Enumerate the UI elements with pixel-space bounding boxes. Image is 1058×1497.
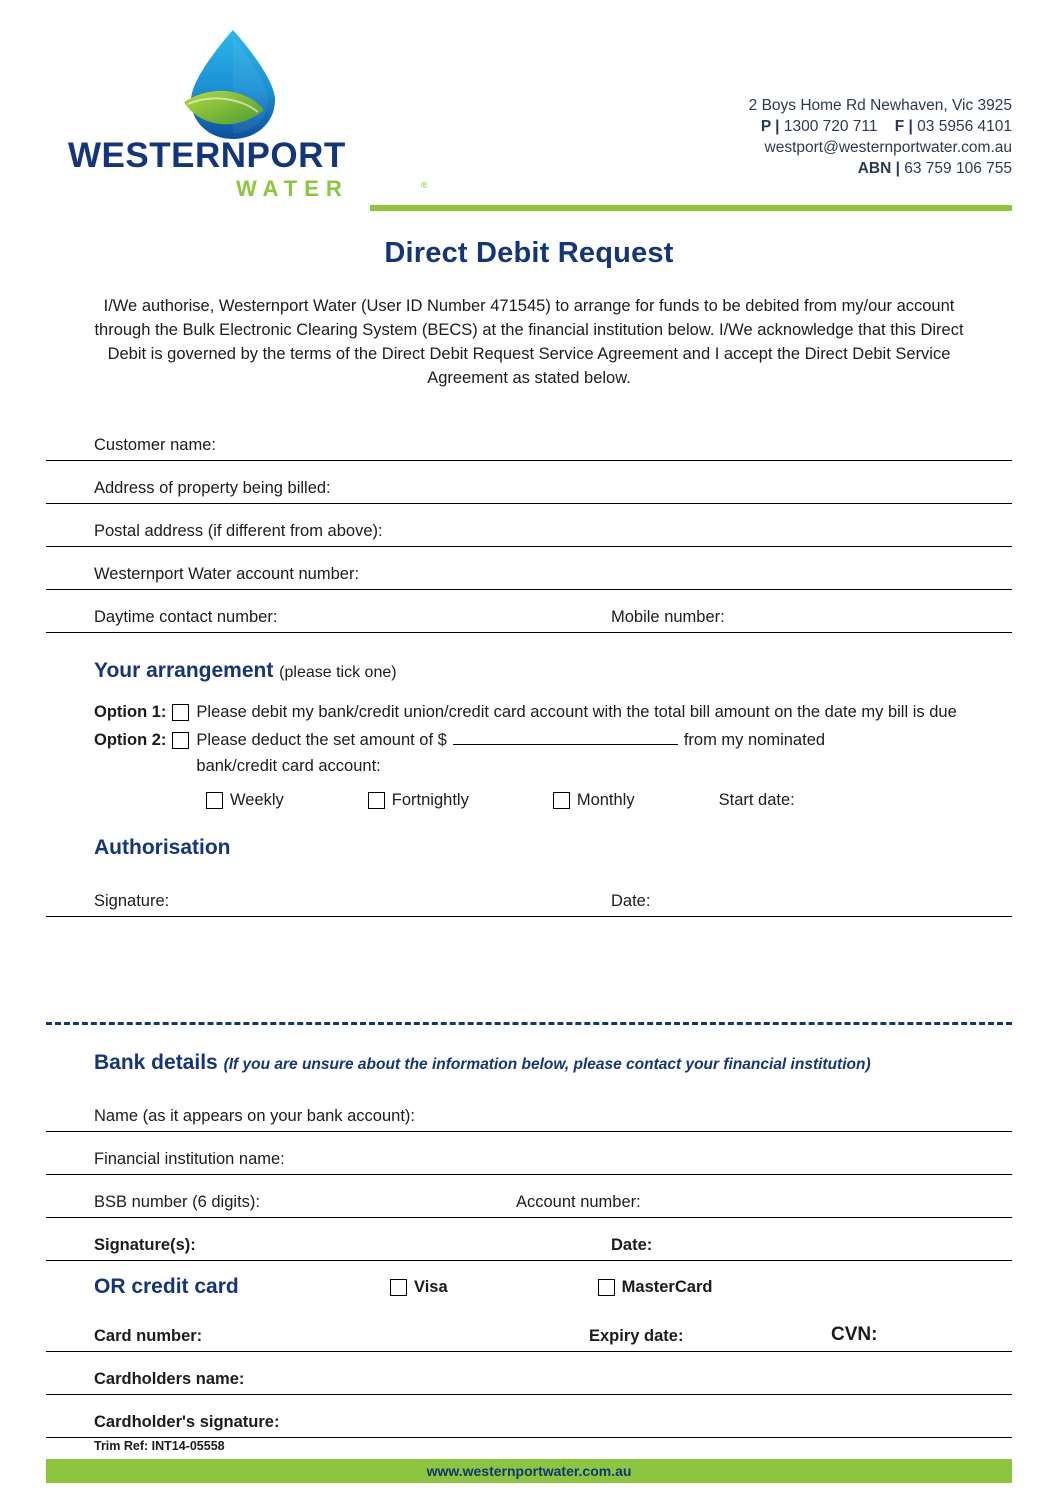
abn-number: 63 759 106 755 [904, 160, 1012, 177]
company-logo [68, 24, 428, 201]
trim-reference: Trim Ref: INT14-05558 [94, 1439, 225, 1453]
logo-trademark-symbol: ® [421, 180, 428, 190]
option-1-checkbox[interactable] [172, 704, 189, 721]
mastercard-checkbox[interactable] [598, 1279, 615, 1296]
field-signature[interactable] [46, 874, 1012, 917]
contact-address: 2 Boys Home Rd Newhaven, Vic 3925 [748, 97, 1012, 114]
field-cardholders-name[interactable] [46, 1352, 1012, 1395]
monthly-label: Monthly [576, 791, 635, 809]
bank-details-hint: (If you are unsure about the information below, please contact your financial institution) [223, 1056, 871, 1073]
bank-details-heading-text: Bank details [94, 1051, 218, 1074]
field-property-address[interactable] [46, 461, 1012, 504]
contact-abn-line [749, 158, 1012, 179]
fortnightly-label: Fortnightly [391, 791, 469, 809]
option-1-row[interactable] [94, 699, 1012, 725]
frequency-options [94, 791, 1012, 810]
field-customer-name[interactable] [46, 418, 1012, 461]
authorisation-heading-text: Authorisation [94, 836, 231, 859]
arrangement-heading-text: Your arrangement [94, 659, 274, 682]
header-green-divider [370, 205, 1012, 211]
credit-card-header-row [46, 1275, 1012, 1299]
option-2-checkbox[interactable] [172, 732, 189, 749]
frequency-monthly[interactable] [553, 791, 635, 810]
field-financial-institution[interactable] [46, 1132, 1012, 1175]
visa-checkbox[interactable] [390, 1279, 407, 1296]
contact-phone-line [749, 116, 1012, 137]
option-2-text-line2: bank/credit card account: [196, 757, 381, 775]
option-1-text: Please debit my bank/credit union/credit card account with the total bill amount on the date my bill is due [196, 703, 957, 721]
account-number-label: Account number: [516, 1193, 641, 1211]
visa-option[interactable] [390, 1278, 448, 1297]
field-label: Westernport Water account number: [94, 565, 360, 583]
phone-number: 1300 720 711 [783, 118, 878, 135]
field-card-number[interactable] [46, 1309, 1012, 1352]
frequency-weekly[interactable] [206, 791, 284, 810]
fortnightly-checkbox[interactable] [368, 792, 385, 809]
field-bank-signatures[interactable] [46, 1218, 1012, 1261]
field-label: Customer name: [94, 436, 216, 454]
start-date-label: Start date: [718, 791, 795, 809]
field-label: Cardholders name: [94, 1370, 245, 1388]
field-label: Postal address (if different from above): [94, 522, 383, 540]
logo-wordmark-secondary: WATER [236, 176, 349, 201]
mastercard-option[interactable] [598, 1278, 713, 1297]
footer-website-text: www.westernportwater.com.au [426, 1463, 632, 1479]
field-account-number[interactable] [46, 547, 1012, 590]
field-label: Address of property being billed: [94, 479, 331, 497]
field-label: Financial institution name: [94, 1150, 285, 1168]
page-title: Direct Debit Request [384, 237, 674, 269]
field-label-mobile: Mobile number: [611, 608, 725, 626]
field-contact-numbers[interactable] [46, 590, 1012, 633]
bank-date-label: Date: [611, 1236, 653, 1254]
abn-label: ABN | [857, 160, 900, 177]
card-number-label: Card number: [94, 1327, 203, 1345]
phone-label: P | [760, 118, 780, 135]
customer-fields-group [46, 418, 1012, 633]
weekly-checkbox[interactable] [206, 792, 223, 809]
logo-wordmark: WESTERNPORT [68, 136, 346, 175]
contact-details [749, 95, 1012, 179]
option-2-label: Option 2: [94, 731, 167, 749]
visa-label: Visa [414, 1277, 448, 1296]
contact-email: westport@westernportwater.com.au [764, 139, 1012, 156]
frequency-fortnightly[interactable] [368, 791, 469, 810]
field-label: Name (as it appears on your bank account): [94, 1107, 416, 1125]
field-label: Cardholder's signature: [94, 1413, 280, 1431]
option-2-text-after: from my nominated [683, 731, 826, 749]
expiry-date-label: Expiry date: [589, 1327, 684, 1345]
bsb-label: BSB number (6 digits): [94, 1193, 260, 1211]
section-heading-authorisation [46, 836, 1012, 860]
option-2-text-before: Please deduct the set amount of $ [196, 731, 447, 749]
intro-paragraph: I/We authorise, Westernport Water (User ID Number 471545) to arrange for funds to be debited from my/our account through the Bulk Electronic Clearing System (BECS) at the financial institution below. I/We acknowledge that this Direct Debit is governed by the terms of the Direct Debit Request Service Agreement and I accept the Direct Debit Service Agreement as stated below. [94, 297, 964, 387]
section-heading-arrangement [46, 659, 1012, 683]
bank-details-fields [46, 1089, 1012, 1261]
monthly-checkbox[interactable] [553, 792, 570, 809]
option-2-text [196, 727, 825, 779]
fax-label: F | [894, 118, 913, 135]
section-heading-bank-details [46, 1051, 1012, 1075]
weekly-label: Weekly [230, 791, 284, 809]
signature-label: Signature: [94, 892, 170, 910]
credit-card-heading: OR credit card [94, 1275, 239, 1298]
tear-off-divider [46, 1022, 1012, 1025]
droplet-leaf-icon [178, 28, 288, 143]
fax-number: 03 5956 4101 [917, 118, 1012, 135]
field-bsb-account[interactable] [46, 1175, 1012, 1218]
field-postal-address[interactable] [46, 504, 1012, 547]
option-2-row[interactable] [94, 727, 1012, 779]
cvn-label: CVN: [831, 1324, 878, 1345]
arrangement-hint: (please tick one) [279, 664, 397, 681]
signatures-label: Signature(s): [94, 1236, 196, 1254]
field-cardholder-signature[interactable] [46, 1395, 1012, 1438]
credit-card-fields [46, 1309, 1012, 1438]
date-label: Date: [611, 892, 651, 910]
footer-website-bar[interactable] [46, 1459, 1012, 1483]
mastercard-label: MasterCard [621, 1277, 713, 1296]
water-drop-logo-icon [68, 24, 388, 144]
authorisation-fields [46, 874, 1012, 917]
set-amount-input[interactable] [453, 728, 678, 745]
arrangement-options [46, 699, 1012, 810]
document-header [0, 0, 1058, 215]
field-bank-account-name[interactable] [46, 1089, 1012, 1132]
option-1-label: Option 1: [94, 703, 167, 721]
field-label-daytime: Daytime contact number: [94, 608, 278, 626]
